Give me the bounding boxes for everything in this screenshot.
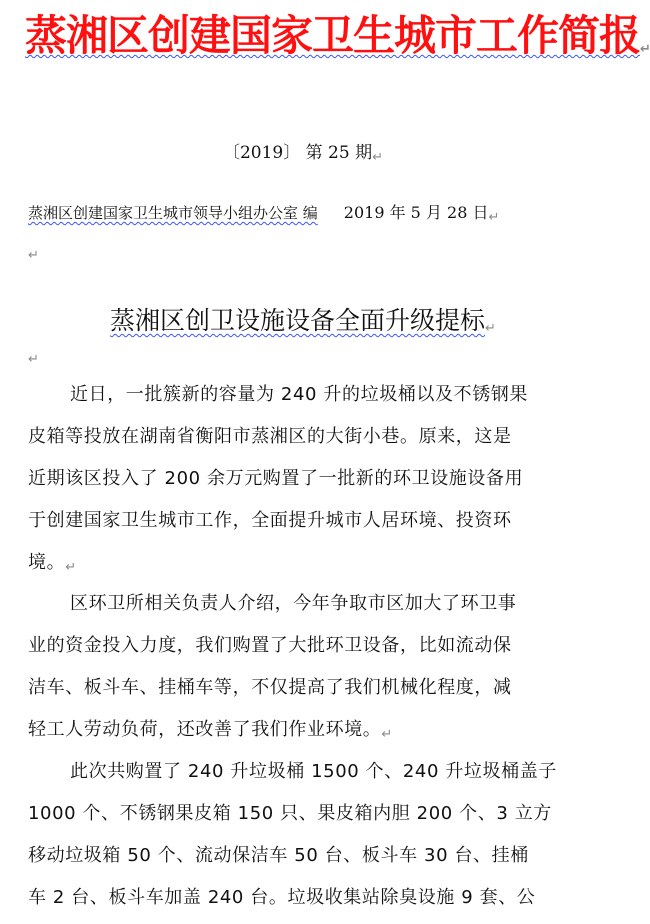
- article-paragraph-3: [28, 751, 588, 919]
- masthead-title-text: 蒸湘区创建国家卫生城市工作简报: [25, 11, 641, 60]
- issue-line: [0, 141, 606, 167]
- paragraph-line-last: [28, 542, 588, 584]
- paragraph-line: 1000 个、不锈钢果皮箱 150 只、果皮箱内胆 200 个、3 立方: [28, 803, 552, 824]
- paragraph-line: 此次共购置了 240 升垃圾桶 1500 个、240 升垃圾桶盖子: [70, 761, 557, 782]
- masthead-title: [25, 6, 650, 77]
- article-paragraph-2: [28, 583, 588, 751]
- issue-number: 〔2019〕 第 25 期: [222, 143, 373, 163]
- paragraph-line: 近日，一批簇新的容量为 240 升的垃圾桶以及不锈钢果: [70, 384, 528, 405]
- article-paragraph-1: [28, 374, 588, 584]
- paragraph-line: 于创建国家卫生城市工作，全面提升城市人居环境、投资环: [28, 510, 512, 531]
- paragraph-line-last: [28, 709, 588, 751]
- paragraph-line: 近期该区投入了 200 余万元购置了一批新的环卫设施设备用: [28, 468, 524, 489]
- paragraph-line: 区环卫所相关负责人介绍，今年争取市区加大了环卫事: [70, 593, 517, 614]
- issue-date: 2019 年 5 月 28 日: [343, 203, 489, 222]
- paragraph-line-text: 境。: [28, 552, 66, 573]
- paragraph-mark-icon: ↵: [485, 321, 496, 336]
- editor-name: 蒸湘区创建国家卫生城市领导小组办公室 编: [28, 204, 318, 222]
- paragraph-mark-icon: ↵: [28, 352, 39, 367]
- paragraph-line: 皮箱等投放在湖南省衡阳市蒸湘区的大街小巷。原来，这是: [28, 426, 512, 447]
- paragraph-line: 业的资金投入力度，我们购置了大批环卫设备，比如流动保: [28, 635, 512, 656]
- article-headline: [0, 303, 606, 344]
- paragraph-line-text: 轻工人劳动负荷，还改善了我们作业环境。: [28, 719, 382, 740]
- paragraph-mark-icon: ↵: [28, 248, 39, 263]
- paragraph-mark-icon: ↵: [381, 727, 393, 742]
- paragraph-line: 移动垃圾箱 50 个、流动保洁车 50 台、板斗车 30 台、挂桶: [28, 845, 529, 866]
- paragraph-mark-icon: ↵: [372, 150, 383, 165]
- paragraph-line: 车 2 台、板斗车加盖 240 台。垃圾收集站除臭设施 9 套、公: [28, 887, 536, 908]
- editor-line: [28, 200, 598, 228]
- paragraph-mark-icon: ↵: [640, 42, 650, 57]
- paragraph-line: 洁车、板斗车、挂桶车等，不仅提高了我们机械化程度，减: [28, 677, 512, 698]
- article-headline-text: 蒸湘区创卫设施设备全面升级提标: [110, 306, 486, 335]
- paragraph-mark-icon: ↵: [65, 560, 77, 575]
- paragraph-mark-icon: ↵: [488, 210, 500, 225]
